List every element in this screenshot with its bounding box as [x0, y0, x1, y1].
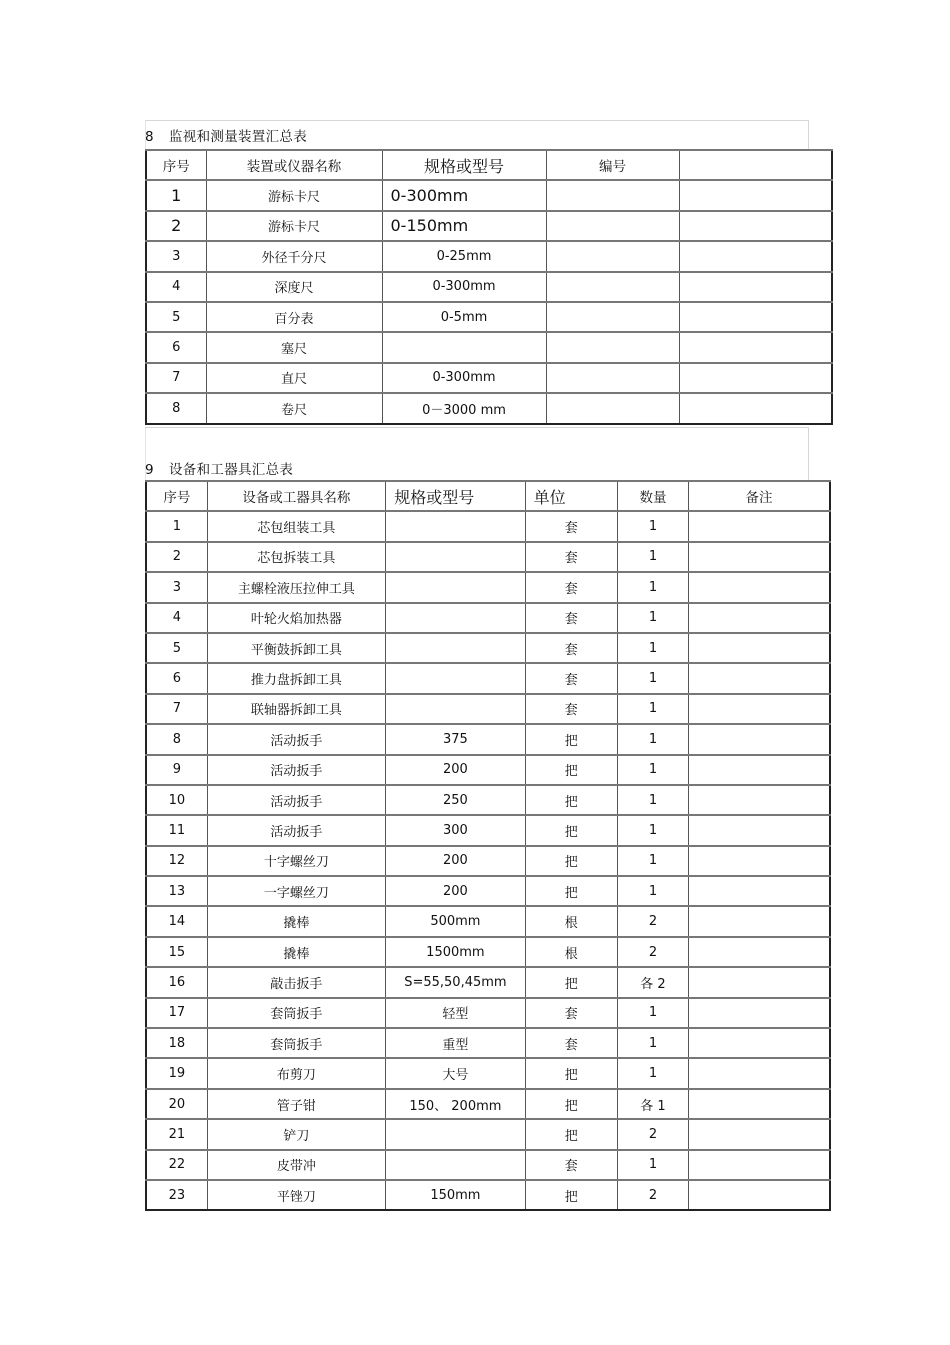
- table-row: [146, 302, 832, 332]
- cell-name: 活动扳手: [207, 785, 386, 815]
- table-row: [146, 363, 832, 393]
- cell-no: 8: [146, 724, 207, 754]
- section8-number: 8: [145, 129, 154, 145]
- cell-no: 4: [146, 603, 207, 633]
- table-row: [146, 724, 830, 754]
- cell-spec: [382, 332, 546, 362]
- cell-note: [689, 998, 830, 1028]
- cell-name: 活动扳手: [207, 815, 386, 845]
- cell-qty: 1: [617, 694, 688, 724]
- cell-unit: 把: [525, 815, 617, 845]
- cell-unit: 把: [525, 1089, 617, 1119]
- cell-qty: 1: [617, 603, 688, 633]
- table-row: [146, 1058, 830, 1088]
- cell-no: 18: [146, 1028, 207, 1058]
- cell-qty: 1: [617, 755, 688, 785]
- cell-note: [689, 572, 830, 602]
- cell-name: 皮带冲: [207, 1150, 386, 1180]
- cell-unit: 把: [525, 876, 617, 906]
- cell-name: 布剪刀: [207, 1058, 386, 1088]
- cell-qty: 1: [617, 1150, 688, 1180]
- cell-unit: 把: [525, 785, 617, 815]
- cell-extra: [679, 332, 832, 362]
- table-row: [146, 846, 830, 876]
- table-row: [146, 211, 832, 241]
- header-no: 序号: [146, 481, 207, 511]
- cell-qty: 1: [617, 663, 688, 693]
- cell-qty: 各 2: [617, 967, 688, 997]
- header-note: 备注: [689, 481, 830, 511]
- cell-qty: 1: [617, 633, 688, 663]
- cell-spec: 重型: [386, 1028, 525, 1058]
- cell-unit: 根: [525, 937, 617, 967]
- cell-qty: 1: [617, 876, 688, 906]
- cell-spec: 0-5mm: [382, 302, 546, 332]
- cell-unit: 把: [525, 846, 617, 876]
- table-row: [146, 542, 830, 572]
- cell-no: 17: [146, 998, 207, 1028]
- cell-name: 游标卡尺: [206, 180, 382, 210]
- table-row: [146, 876, 830, 906]
- cell-unit: 把: [525, 1119, 617, 1149]
- table-row: [146, 694, 830, 724]
- table-row: [146, 272, 832, 302]
- cell-name: 平锉刀: [207, 1180, 386, 1210]
- cell-unit: 套: [525, 542, 617, 572]
- cell-spec: 200: [386, 755, 525, 785]
- cell-spec: 200: [386, 846, 525, 876]
- cell-no: 6: [146, 663, 207, 693]
- table-row: [146, 1089, 830, 1119]
- cell-code: [546, 241, 679, 271]
- cell-name: 套筒扳手: [207, 998, 386, 1028]
- cell-no: 19: [146, 1058, 207, 1088]
- table-row: [146, 1119, 830, 1149]
- cell-name: 铲刀: [207, 1119, 386, 1149]
- cell-unit: 把: [525, 1180, 617, 1210]
- cell-note: [689, 603, 830, 633]
- cell-name: 套筒扳手: [207, 1028, 386, 1058]
- table-row: [146, 967, 830, 997]
- cell-note: [689, 937, 830, 967]
- cell-spec: [386, 1119, 525, 1149]
- cell-spec: [386, 1150, 525, 1180]
- section8-heading: [145, 125, 307, 145]
- table-row: [146, 1150, 830, 1180]
- cell-qty: 2: [617, 906, 688, 936]
- cell-qty: 1: [617, 1058, 688, 1088]
- cell-note: [689, 815, 830, 845]
- section9-heading: [145, 458, 293, 478]
- cell-name: 活动扳手: [207, 724, 386, 754]
- cell-note: [689, 1028, 830, 1058]
- cell-qty: 2: [617, 937, 688, 967]
- cell-spec: 1500mm: [386, 937, 525, 967]
- header-unit: 单位: [525, 481, 617, 511]
- table-row: [146, 633, 830, 663]
- cell-qty: 1: [617, 846, 688, 876]
- section9-number: 9: [145, 462, 154, 478]
- cell-note: [689, 724, 830, 754]
- cell-no: 13: [146, 876, 207, 906]
- cell-name: 推力盘拆卸工具: [207, 663, 386, 693]
- cell-no: 4: [146, 272, 206, 302]
- section8-title: 监视和测量装置汇总表: [169, 129, 307, 145]
- cell-qty: 2: [617, 1180, 688, 1210]
- header-spec: 规格或型号: [382, 150, 546, 180]
- cell-no: 3: [146, 572, 207, 602]
- cell-spec: 375: [386, 724, 525, 754]
- cell-name: 敲击扳手: [207, 967, 386, 997]
- cell-spec: 轻型: [386, 998, 525, 1028]
- cell-extra: [679, 393, 832, 423]
- cell-unit: 根: [525, 906, 617, 936]
- cell-note: [689, 694, 830, 724]
- cell-spec: [386, 572, 525, 602]
- cell-extra: [679, 180, 832, 210]
- cell-name: 撬棒: [207, 937, 386, 967]
- cell-unit: 套: [525, 511, 617, 541]
- cell-extra: [679, 302, 832, 332]
- cell-qty: 2: [617, 1119, 688, 1149]
- cell-no: 22: [146, 1150, 207, 1180]
- cell-unit: 套: [525, 1150, 617, 1180]
- cell-name: 百分表: [206, 302, 382, 332]
- cell-note: [689, 906, 830, 936]
- cell-qty: 1: [617, 542, 688, 572]
- cell-unit: 把: [525, 1058, 617, 1088]
- cell-note: [689, 1119, 830, 1149]
- cell-note: [689, 542, 830, 572]
- cell-spec: S=55,50,45mm: [386, 967, 525, 997]
- table-row: [146, 998, 830, 1028]
- cell-qty: 1: [617, 1028, 688, 1058]
- cell-no: 21: [146, 1119, 207, 1149]
- cell-note: [689, 633, 830, 663]
- cell-name: 撬棒: [207, 906, 386, 936]
- cell-extra: [679, 241, 832, 271]
- cell-qty: 1: [617, 511, 688, 541]
- cell-unit: 把: [525, 755, 617, 785]
- cell-qty: 1: [617, 785, 688, 815]
- cell-code: [546, 272, 679, 302]
- table-row: [146, 180, 832, 210]
- cell-spec: [386, 633, 525, 663]
- cell-extra: [679, 272, 832, 302]
- cell-name: 芯包组装工具: [207, 511, 386, 541]
- header-blank: [679, 150, 832, 180]
- cell-spec: 200: [386, 876, 525, 906]
- cell-name: 直尺: [206, 363, 382, 393]
- table-row: [146, 785, 830, 815]
- cell-spec: 0-150mm: [382, 211, 546, 241]
- table-row: [146, 332, 832, 362]
- header-device-name: 装置或仪器名称: [206, 150, 382, 180]
- header-qty: 数量: [617, 481, 688, 511]
- cell-spec: [386, 603, 525, 633]
- cell-no: 7: [146, 363, 206, 393]
- cell-name: 芯包拆装工具: [207, 542, 386, 572]
- cell-no: 15: [146, 937, 207, 967]
- cell-spec: [386, 663, 525, 693]
- header-tool-name: 设备或工器具名称: [207, 481, 386, 511]
- cell-spec: [386, 694, 525, 724]
- cell-name: 联轴器拆卸工具: [207, 694, 386, 724]
- cell-no: 11: [146, 815, 207, 845]
- cell-name: 活动扳手: [207, 755, 386, 785]
- cell-qty: 1: [617, 998, 688, 1028]
- cell-spec: 300: [386, 815, 525, 845]
- cell-spec: [386, 511, 525, 541]
- table-row: [146, 511, 830, 541]
- table-row: [146, 603, 830, 633]
- cell-no: 20: [146, 1089, 207, 1119]
- cell-code: [546, 180, 679, 210]
- table-row: [146, 755, 830, 785]
- cell-note: [689, 785, 830, 815]
- cell-spec: 0－3000 mm: [382, 393, 546, 423]
- cell-name: 塞尺: [206, 332, 382, 362]
- cell-no: 5: [146, 302, 206, 332]
- cell-code: [546, 211, 679, 241]
- table-header-row: [146, 150, 832, 180]
- table-row: [146, 663, 830, 693]
- cell-note: [689, 1089, 830, 1119]
- cell-no: 1: [146, 180, 206, 210]
- cell-no: 9: [146, 755, 207, 785]
- table-row: [146, 1180, 830, 1210]
- cell-no: 5: [146, 633, 207, 663]
- table-row: [146, 1028, 830, 1058]
- cell-unit: 把: [525, 967, 617, 997]
- cell-no: 10: [146, 785, 207, 815]
- cell-code: [546, 302, 679, 332]
- cell-code: [546, 393, 679, 423]
- cell-note: [689, 755, 830, 785]
- cell-spec: 0-300mm: [382, 363, 546, 393]
- cell-spec: 大号: [386, 1058, 525, 1088]
- table-header-row: [146, 481, 830, 511]
- cell-qty: 1: [617, 724, 688, 754]
- section9-title: 设备和工器具汇总表: [169, 462, 294, 478]
- cell-unit: 套: [525, 1028, 617, 1058]
- cell-name: 外径千分尺: [206, 241, 382, 271]
- cell-no: 8: [146, 393, 206, 423]
- cell-no: 2: [146, 211, 206, 241]
- cell-qty: 各 1: [617, 1089, 688, 1119]
- table-row: [146, 393, 832, 423]
- header-no: 序号: [146, 150, 206, 180]
- cell-no: 2: [146, 542, 207, 572]
- cell-code: [546, 363, 679, 393]
- cell-no: 12: [146, 846, 207, 876]
- cell-note: [689, 876, 830, 906]
- table-row: [146, 906, 830, 936]
- cell-code: [546, 332, 679, 362]
- cell-note: [689, 1150, 830, 1180]
- cell-no: 6: [146, 332, 206, 362]
- cell-spec: [386, 542, 525, 572]
- cell-unit: 套: [525, 633, 617, 663]
- cell-no: 16: [146, 967, 207, 997]
- cell-name: 卷尺: [206, 393, 382, 423]
- cell-qty: 1: [617, 572, 688, 602]
- cell-unit: 套: [525, 603, 617, 633]
- cell-spec: 0-25mm: [382, 241, 546, 271]
- cell-name: 平衡鼓拆卸工具: [207, 633, 386, 663]
- cell-no: 1: [146, 511, 207, 541]
- cell-unit: 把: [525, 724, 617, 754]
- cell-note: [689, 1180, 830, 1210]
- cell-no: 14: [146, 906, 207, 936]
- cell-name: 深度尺: [206, 272, 382, 302]
- cell-unit: 套: [525, 694, 617, 724]
- tools-table: [145, 480, 831, 1211]
- cell-name: 十字螺丝刀: [207, 846, 386, 876]
- cell-spec: 150、 200mm: [386, 1089, 525, 1119]
- cell-spec: 500mm: [386, 906, 525, 936]
- cell-spec: 0-300mm: [382, 272, 546, 302]
- cell-name: 管子钳: [207, 1089, 386, 1119]
- cell-note: [689, 967, 830, 997]
- table-row: [146, 815, 830, 845]
- cell-name: 叶轮火焰加热器: [207, 603, 386, 633]
- cell-extra: [679, 211, 832, 241]
- cell-note: [689, 846, 830, 876]
- cell-name: 游标卡尺: [206, 211, 382, 241]
- cell-no: 7: [146, 694, 207, 724]
- cell-note: [689, 663, 830, 693]
- cell-note: [689, 511, 830, 541]
- measuring-devices-table: [145, 149, 833, 425]
- cell-spec: 250: [386, 785, 525, 815]
- cell-unit: 套: [525, 663, 617, 693]
- cell-no: 23: [146, 1180, 207, 1210]
- cell-name: 一字螺丝刀: [207, 876, 386, 906]
- cell-unit: 套: [525, 572, 617, 602]
- cell-unit: 套: [525, 998, 617, 1028]
- table-row: [146, 241, 832, 271]
- cell-spec: 0-300mm: [382, 180, 546, 210]
- header-code: 编号: [546, 150, 679, 180]
- table-row: [146, 572, 830, 602]
- cell-spec: 150mm: [386, 1180, 525, 1210]
- cell-qty: 1: [617, 815, 688, 845]
- cell-note: [689, 1058, 830, 1088]
- table-row: [146, 937, 830, 967]
- cell-name: 主螺栓液压拉伸工具: [207, 572, 386, 602]
- header-spec: 规格或型号: [386, 481, 525, 511]
- cell-no: 3: [146, 241, 206, 271]
- cell-extra: [679, 363, 832, 393]
